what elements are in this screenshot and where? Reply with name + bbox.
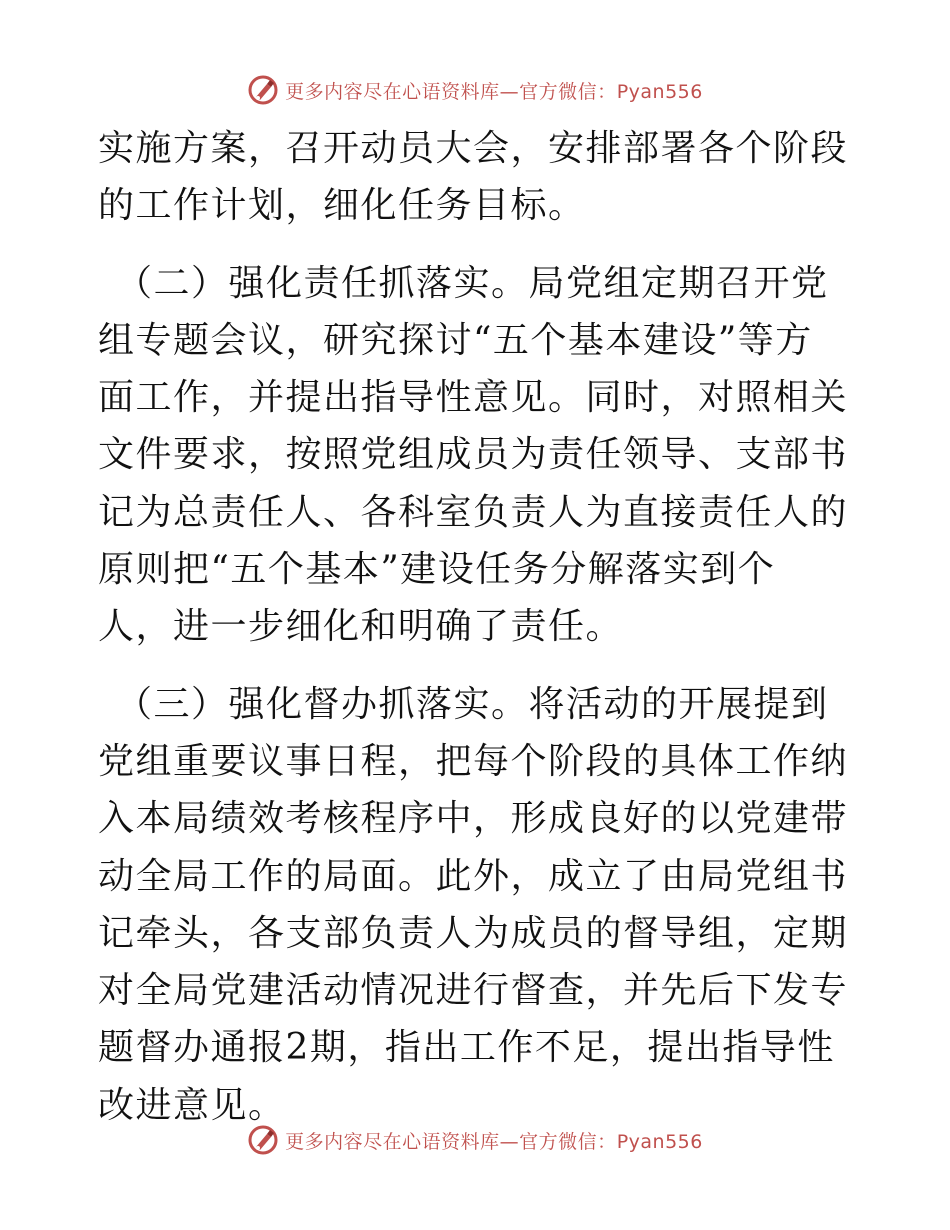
pen-logo-icon xyxy=(247,74,279,106)
watermark-wechat-label: 官方微信： xyxy=(519,80,617,103)
paragraph-1 xyxy=(98,120,850,235)
paragraph-text: （二）强化责任抓落实。局党组定期召开党组专题会议，研究探讨“五个基本建设”等方面工作，并提出指导性意见。同时，对照相关文件要求，按照党组成员为责任领导、支部书记为总责任人、各科室负责人为直接责任人的原则把“五个基本”建设任务分解落实到个人，进一步细化和明确了责任。 xyxy=(98,262,849,648)
watermark-main-text: 更多内容尽在心语资料库 xyxy=(285,80,500,103)
watermark-wechat-label: 官方微信： xyxy=(519,1130,617,1153)
pen-logo-icon xyxy=(247,1124,279,1156)
header-watermark xyxy=(0,72,950,108)
paragraph-3 xyxy=(98,676,850,1134)
paragraph-2 xyxy=(98,255,850,656)
watermark-main-text: 更多内容尽在心语资料库 xyxy=(285,1130,500,1153)
watermark-separator: — xyxy=(499,1130,520,1153)
watermark-wechat-id: Pyan556 xyxy=(616,80,703,103)
paragraph-text: （三）强化督办抓落实。将活动的开展提到党组重要议事日程，把每个阶段的具体工作纳入本局绩效考核程序中，形成良好的以党建带动全局工作的局面。此外，成立了由局党组书记牵头，各支部负责人为成员的督导组，定期对全局党建活动情况进行督查，并先后下发专题督办通报2期，指出工作不足，提出指导性改进意见。 xyxy=(98,683,849,1126)
footer-watermark xyxy=(0,1122,950,1158)
paragraph-text: 实施方案，召开动员大会，安排部署各个阶段的工作计划，细化任务目标。 xyxy=(98,128,849,227)
watermark-separator: — xyxy=(499,80,520,103)
document-body xyxy=(98,120,850,1134)
watermark-wechat-id: Pyan556 xyxy=(616,1130,703,1153)
